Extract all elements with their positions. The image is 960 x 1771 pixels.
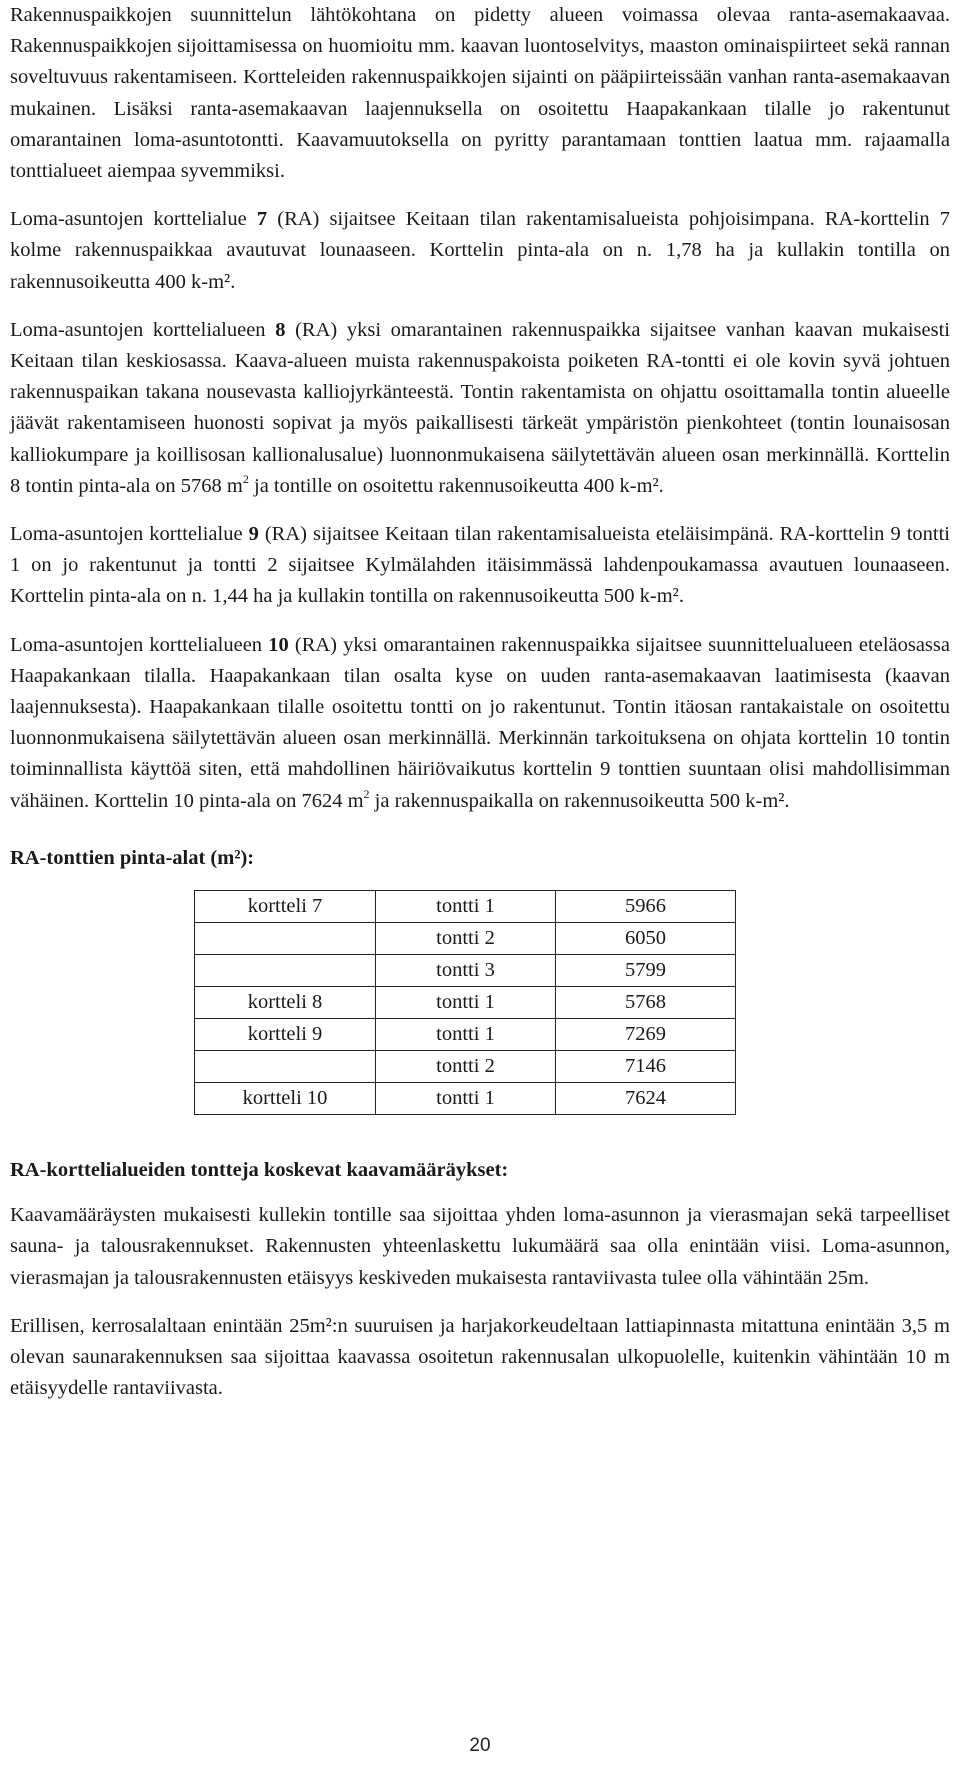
text-run: (RA) yksi omarantainen rakennuspaikka sijaitsee vanhan kaavan mukaisesti Keitaan tilan keskiosassa. Kaava-alueen muista rakennuspakoista poiketen RA-tontti ei ole kovin syvä johtuen rakennuspaikan takana nousevasta kalliojyrkänteestä. Tontin rakentamista on ohjattu osoittamalla tontin alueelle jäävät rakentamiseen huonosti sopivat ja myös paikallisesti tärkeät ympäristön pienkohteet (tontin lounaisosan kalliokumpare ja koillisosan kallionalusalue) luonnonmukaisena säilytettävän alueen osan merkinnällä. Korttelin 8 tontin pinta-ala on 5768 m [10,318,950,497]
plot-cell: tontti 2 [376,1051,556,1083]
plot-cell: tontti 1 [376,1019,556,1051]
regulation-paragraph: Kaavamääräysten mukaisesti kullekin tontille saa sijoittaa yhden loma-asunnon ja vierasmajan sekä tarpeelliset sauna- ja talousrakennukset. Rakennusten yhteenlaskettu lukumäärä saa olla enintään viisi. Loma-asunnon, vierasmajan ja talousrakennusten etäisyys keskiveden mukaisesta rantaviivasta tulee olla vähintään 25m. [10,1204,950,1289]
block-cell: kortteli 8 [195,987,376,1019]
table-row [195,1051,736,1083]
text-run: Loma-asuntojen korttelialueen [10,633,269,656]
document-page [10,0,950,1405]
text-run: Loma-asuntojen korttelialue [10,523,249,546]
block-cell [195,923,376,955]
table-row [195,955,736,987]
table-heading: RA-tonttien pinta-alat (m²): [10,846,255,869]
page-number: 20 [469,1735,491,1756]
block-10-paragraph [10,630,950,817]
area-cell: 7624 [556,1083,736,1115]
plot-cell: tontti 2 [376,923,556,955]
area-cell: 5966 [556,891,736,923]
table-row [195,987,736,1019]
text-run: Loma-asuntojen korttelialue [10,208,257,231]
text-run: ja tontille on osoitettu rakennusoikeutta 400 k-m². [248,474,664,497]
text-run: ja rakennuspaikalla on rakennusoikeutta 500 k-m². [369,789,790,812]
area-cell: 7146 [556,1051,736,1083]
text-run: (RA) yksi omarantainen rakennuspaikka sijaitsee suunnittelualueen eteläosassa Haapakankaan tilalla. Haapakankaan tilan osalta kyse on uuden ranta-asemakaavan laatimisesta (kaavan laajennuksesta). Haapakankaan tilalle osoitettu tontti on jo rakentunut. Tontin itäosan rantakaistale on osoitettu luonnonmukaisena säilytettävän alueen osan merkinnällä. Merkinnän tarkoituksena on ohjata korttelin 10 tontin toiminnallista käyttöä siten, että mahdollinen häiriövaikutus korttelin 9 tonttien suuntaan olisi mahdollisimman vähäinen. Korttelin 10 pinta-ala on 7624 m [10,633,950,812]
regulation-paragraph: Erillisen, kerrosalaltaan enintään 25m²:n suuruisen ja harjakorkeudeltaan lattiapinnasta mitattuna enintään 3,5 m olevan saunarakennuksen saa sijoittaa kaavassa osoitetun rakennusalan ulkopuolelle, kuitenkin vähintään 10 m etäisyydelle rantaviivasta. [10,1314,950,1400]
block-cell [195,955,376,987]
plot-cell: tontti 3 [376,955,556,987]
intro-paragraph: Rakennuspaikkojen suunnittelun lähtökohtana on pidetty alueen voimassa olevaa ranta-asemakaavaa. Rakennuspaikkojen sijoittamisessa on huomioitu mm. kaavan luontoselvitys, maaston ominaispiirteet sekä rannan soveltuvuus rakentamiseen. Kortteleiden rakennuspaikkojen sijainti on pääpiirteissään vanhan ranta-asemakaavan mukainen. Lisäksi ranta-asemakaavan laajennuksella on osoitettu Haapakankaan tilalle jo rakentunut omarantainen loma-asuntotontti. Kaavamuutoksella on pyritty parantamaan tonttien laatua mm. rajaamalla tonttialueet aiempaa syvemmiksi. [10,4,950,183]
area-cell: 7269 [556,1019,736,1051]
plot-area-table [194,890,736,1115]
table-row [195,891,736,923]
plot-cell: tontti 1 [376,987,556,1019]
superscript: 2 [242,471,249,486]
regulations-heading: RA-korttelialueiden tontteja koskevat kaavamääräykset: [10,1159,509,1182]
block-cell [195,1051,376,1083]
table-row [195,1019,736,1051]
area-cell: 6050 [556,923,736,955]
block-9-paragraph [10,519,950,613]
table-row [195,923,736,955]
text-run: (RA) sijaitsee Keitaan tilan rakentamisalueista pohjoisimpana. RA-korttelin 7 kolme rakennuspaikkaa avautuvat lounaaseen. Korttelin pinta-ala on n. 1,78 ha ja kullakin tontilla on rakennusoikeutta 400 k-m². [10,208,950,293]
block-number: 8 [275,318,286,341]
block-8-paragraph [10,315,950,502]
text-run: Loma-asuntojen korttelialueen [10,318,276,341]
superscript: 2 [363,786,370,801]
area-cell: 5768 [556,987,736,1019]
table-row [195,1083,736,1115]
plot-cell: tontti 1 [376,891,556,923]
area-cell: 5799 [556,955,736,987]
plot-cell: tontti 1 [376,1083,556,1115]
text-run: (RA) sijaitsee Keitaan tilan rakentamisalueista eteläisimpänä. RA-korttelin 9 tontti 1 on jo rakentunut ja tontti 2 sijaitsee Kylmälahden itäisimmässä lahdenpoukamassa avautuen lounaaseen. Korttelin pinta-ala on n. 1,44 ha ja kullakin tontilla on rakennusoikeutta 500 k-m². [10,523,950,608]
block-cell: kortteli 9 [195,1019,376,1051]
block-number: 10 [268,633,289,656]
block-number: 7 [256,208,268,231]
block-cell: kortteli 10 [195,1083,376,1115]
block-7-paragraph [10,204,950,298]
block-number: 9 [248,523,259,546]
block-cell: kortteli 7 [195,891,376,923]
